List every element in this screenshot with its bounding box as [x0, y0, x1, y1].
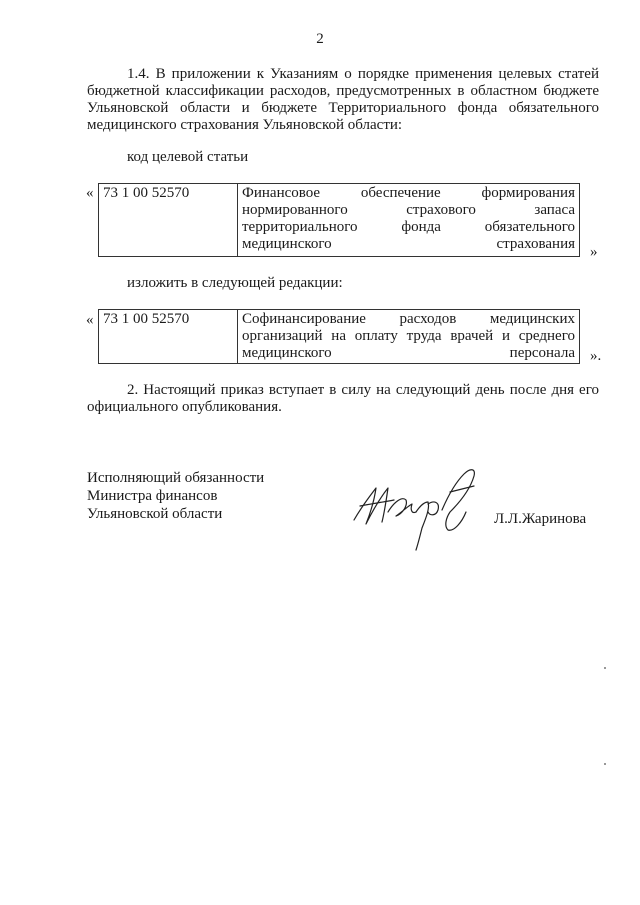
new-table-close-quote: ». [590, 348, 602, 364]
scan-speck [604, 763, 606, 765]
old-description-cell [238, 184, 580, 257]
position-line-1: Исполняющий обязанности [87, 470, 265, 486]
position-line-3: Ульяновской области [87, 506, 223, 522]
old-description-text: Финансовое обеспечение формирования нормированного страхового запаса территориального фонда обязательного медицинского страхования [242, 185, 575, 252]
handwritten-signature [350, 462, 500, 557]
scan-speck [604, 667, 606, 669]
intro-paragraph: 1.4. В приложении к Указаниям о порядке применения целевых статей бюджетной классификации расходов, предусмотренных в областном бюджете Ульяновской области и бюджете Территориального фонда обязательного медицинского страхования Ульяновской области: [87, 66, 599, 133]
paragraph-2: 2. Настоящий приказ вступает в силу на следующий день после дня его официального опубликования. [87, 382, 599, 415]
new-code-table [98, 309, 580, 364]
replace-label: изложить в следующей редакции: [127, 275, 343, 291]
position-line-2: Министра финансов [87, 488, 218, 504]
old-code-cell: 73 1 00 52570 [99, 184, 238, 257]
new-description-cell [238, 310, 580, 364]
new-description-text: Софинансирование расходов медицинских организаций на оплату труда врачей и среднего медицинского персонала [242, 311, 575, 361]
signature-position [87, 469, 264, 523]
old-code-table [98, 183, 580, 257]
new-code-cell: 73 1 00 52570 [99, 310, 238, 364]
new-table-open-quote: « [86, 312, 94, 328]
page-number: 2 [316, 31, 324, 47]
code-label: код целевой статьи [127, 149, 249, 165]
old-table-open-quote: « [86, 185, 94, 201]
signer-name: Л.Л.Жаринова [494, 511, 587, 527]
old-table-close-quote: » [590, 244, 598, 260]
